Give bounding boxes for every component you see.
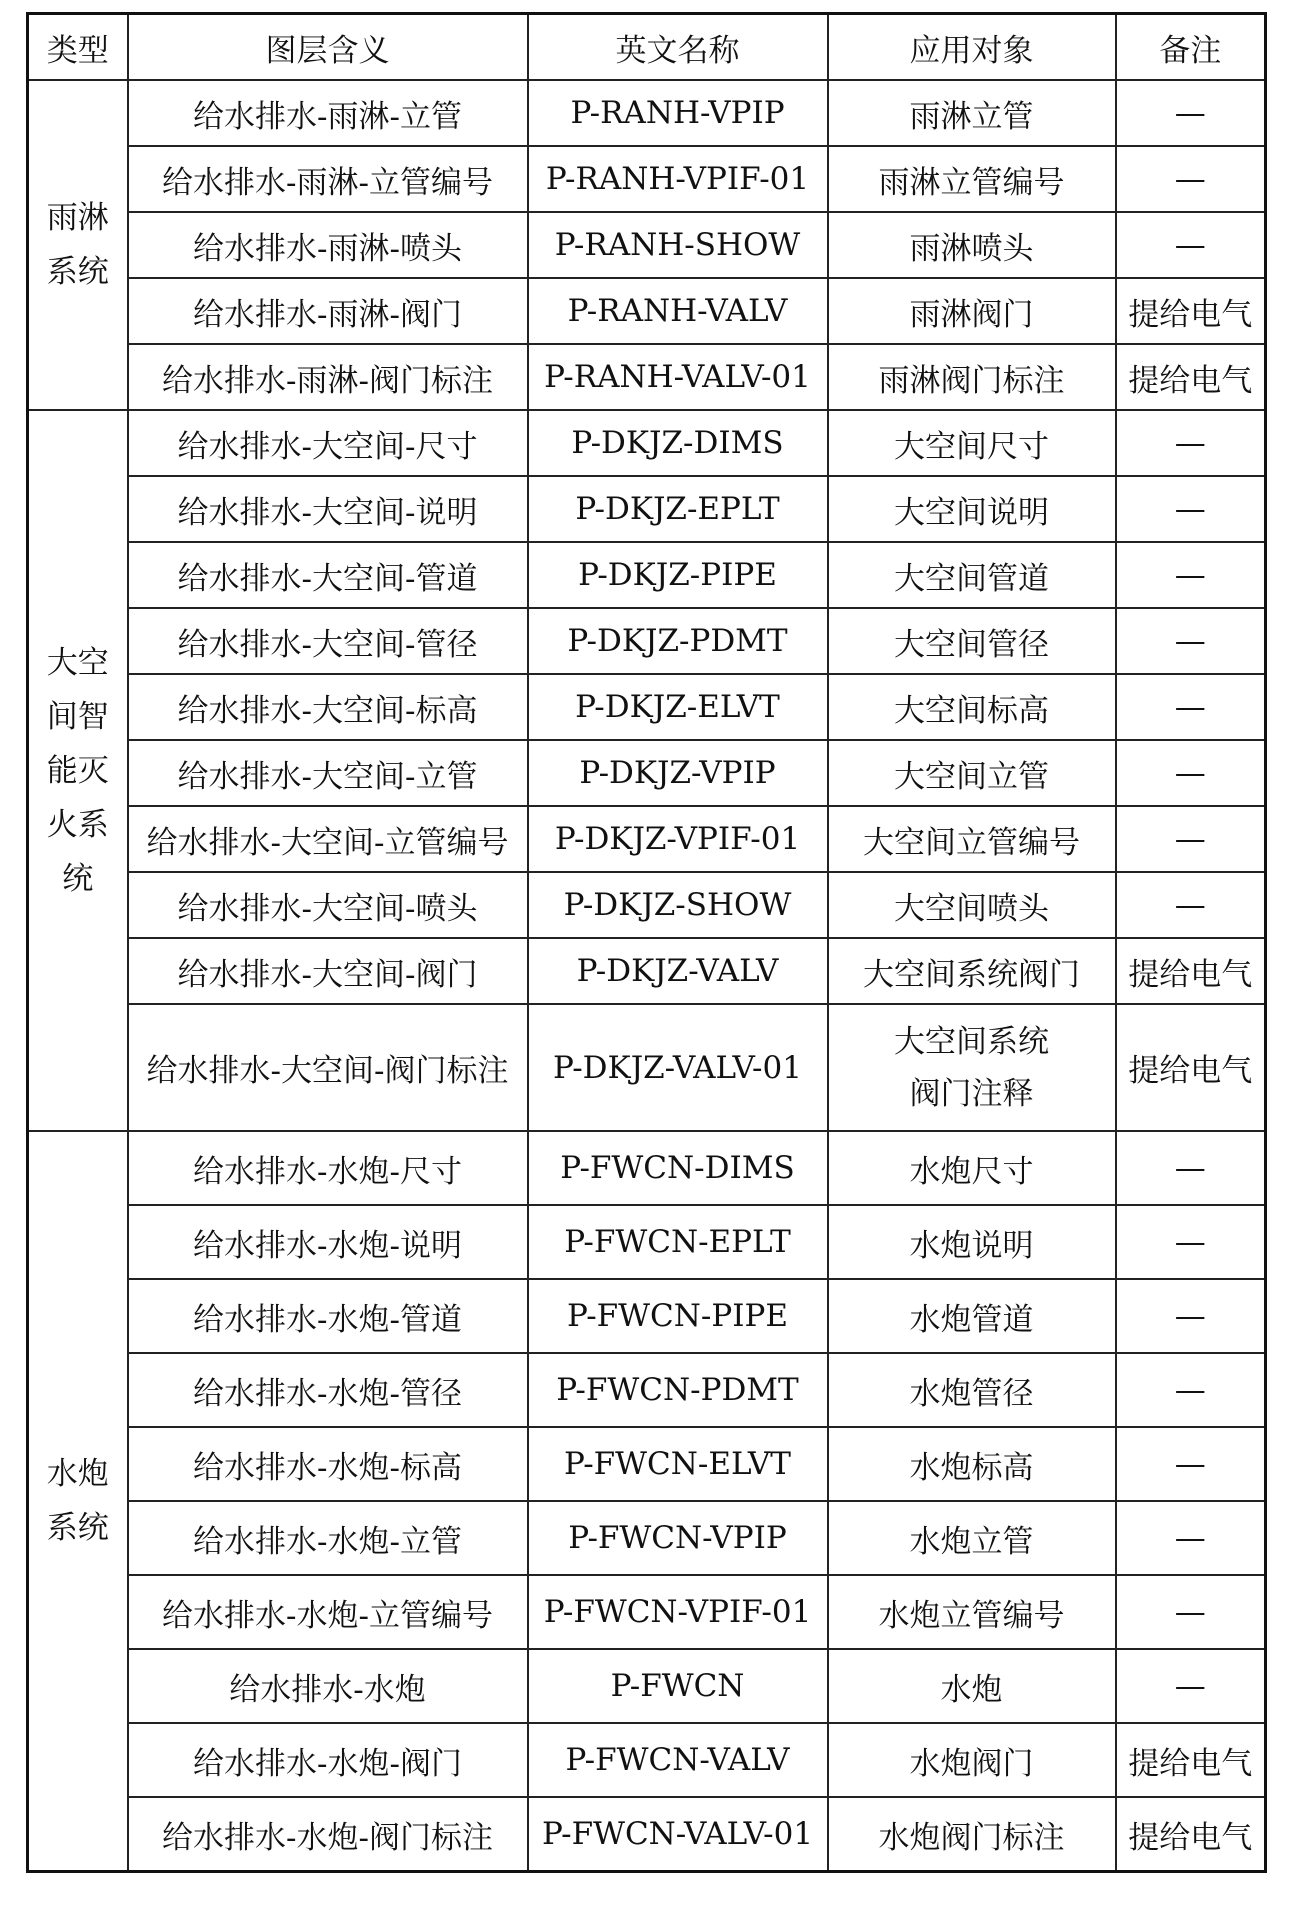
meaning-cell: 给水排水-水炮-标高 [128,1427,528,1501]
note-cell: — [1116,1649,1266,1723]
type-cell-large-space [28,410,128,1131]
object-cell: 大空间管径 [828,608,1116,674]
english-cell: P-DKJZ-PIPE [528,542,828,608]
table-row [28,1501,1266,1575]
english-cell: P-FWCN [528,1649,828,1723]
type-line: 系统 [46,1510,109,1546]
object-cell: 大空间说明 [828,476,1116,542]
object-cell: 水炮管径 [828,1353,1116,1427]
type-line: 水炮 [46,1456,109,1492]
table-row [28,410,1266,476]
note-cell: — [1116,1427,1266,1501]
english-cell: P-DKJZ-VPIP [528,740,828,806]
meaning-cell: 给水排水-大空间-尺寸 [128,410,528,476]
meaning-cell: 给水排水-雨淋-立管编号 [128,146,528,212]
english-cell: P-FWCN-VALV [528,1723,828,1797]
english-cell: P-RANH-VALV [528,278,828,344]
english-cell: P-DKJZ-VALV-01 [528,1004,828,1131]
note-cell: — [1116,674,1266,740]
meaning-cell: 给水排水-水炮-尺寸 [128,1131,528,1205]
note-cell: 提给电气 [1116,938,1266,1004]
table-row [28,872,1266,938]
note-cell: — [1116,542,1266,608]
note-cell: — [1116,1575,1266,1649]
type-line: 统 [62,860,94,897]
note-cell: — [1116,1131,1266,1205]
english-cell: P-DKJZ-ELVT [528,674,828,740]
object-cell: 水炮标高 [828,1427,1116,1501]
note-cell: — [1116,146,1266,212]
type-line: 能灭 [46,752,109,789]
table-row [28,1279,1266,1353]
object-cell: 水炮立管 [828,1501,1116,1575]
english-cell: P-DKJZ-VALV [528,938,828,1004]
object-cell: 雨淋立管编号 [828,146,1116,212]
object-cell: 大空间尺寸 [828,410,1116,476]
object-cell: 大空间管道 [828,542,1116,608]
english-cell: P-RANH-SHOW [528,212,828,278]
header-object: 应用对象 [828,14,1116,81]
object-line: 大空间系统 [894,1023,1049,1060]
object-cell: 水炮立管编号 [828,1575,1116,1649]
english-cell: P-RANH-VALV-01 [528,344,828,410]
object-cell: 水炮阀门 [828,1723,1116,1797]
note-cell: — [1116,410,1266,476]
english-cell: P-RANH-VPIP [528,80,828,146]
header-meaning: 图层含义 [128,14,528,81]
type-line: 雨淋 [46,200,109,236]
table-row [28,1723,1266,1797]
meaning-cell: 给水排水-大空间-立管编号 [128,806,528,872]
table-row [28,1131,1266,1205]
table-row [28,1575,1266,1649]
note-cell: — [1116,1353,1266,1427]
table-row [28,212,1266,278]
english-cell: P-FWCN-VALV-01 [528,1797,828,1872]
note-cell: — [1116,1205,1266,1279]
english-cell: P-FWCN-EPLT [528,1205,828,1279]
header-english: 英文名称 [528,14,828,81]
table-row [28,278,1266,344]
object-cell: 雨淋阀门 [828,278,1116,344]
english-cell: P-FWCN-VPIF-01 [528,1575,828,1649]
meaning-cell: 给水排水-水炮-阀门 [128,1723,528,1797]
layer-table [26,12,1267,1873]
table-row [28,146,1266,212]
header-note: 备注 [1116,14,1266,81]
object-cell: 雨淋喷头 [828,212,1116,278]
table-row [28,344,1266,410]
english-cell: P-DKJZ-VPIF-01 [528,806,828,872]
meaning-cell: 给水排水-雨淋-阀门标注 [128,344,528,410]
meaning-cell: 给水排水-大空间-喷头 [128,872,528,938]
object-cell: 大空间立管编号 [828,806,1116,872]
object-cell: 雨淋立管 [828,80,1116,146]
note-cell: — [1116,608,1266,674]
table-row [28,806,1266,872]
note-cell: — [1116,806,1266,872]
meaning-cell: 给水排水-大空间-阀门 [128,938,528,1004]
english-cell: P-DKJZ-SHOW [528,872,828,938]
english-cell: P-DKJZ-DIMS [528,410,828,476]
object-cell: 大空间标高 [828,674,1116,740]
object-cell: 水炮说明 [828,1205,1116,1279]
meaning-cell: 给水排水-大空间-标高 [128,674,528,740]
table-row [28,1427,1266,1501]
object-cell: 大空间系统阀门 [828,938,1116,1004]
table-row [28,542,1266,608]
meaning-cell: 给水排水-雨淋-喷头 [128,212,528,278]
note-cell: 提给电气 [1116,1797,1266,1872]
english-cell: P-DKJZ-PDMT [528,608,828,674]
table-row [28,674,1266,740]
english-cell: P-FWCN-PDMT [528,1353,828,1427]
english-cell: P-FWCN-DIMS [528,1131,828,1205]
type-line: 间智 [46,698,109,735]
note-cell: — [1116,1279,1266,1353]
english-cell: P-FWCN-PIPE [528,1279,828,1353]
note-cell: 提给电气 [1116,1004,1266,1131]
object-cell: 水炮尺寸 [828,1131,1116,1205]
meaning-cell: 给水排水-水炮-管径 [128,1353,528,1427]
meaning-cell: 给水排水-雨淋-立管 [128,80,528,146]
object-line: 阀门注释 [909,1075,1034,1112]
object-cell: 雨淋阀门标注 [828,344,1116,410]
type-line: 系统 [46,254,109,290]
meaning-cell: 给水排水-水炮-管道 [128,1279,528,1353]
header-row [28,14,1266,81]
english-cell: P-DKJZ-EPLT [528,476,828,542]
note-cell: — [1116,872,1266,938]
table-row [28,1205,1266,1279]
table-row [28,608,1266,674]
object-cell: 大空间喷头 [828,872,1116,938]
object-cell: 水炮管道 [828,1279,1116,1353]
note-cell: 提给电气 [1116,344,1266,410]
note-cell: 提给电气 [1116,1723,1266,1797]
type-cell-rain [28,80,128,410]
meaning-cell: 给水排水-大空间-说明 [128,476,528,542]
meaning-cell: 给水排水-水炮-阀门标注 [128,1797,528,1872]
meaning-cell: 给水排水-大空间-阀门标注 [128,1004,528,1131]
object-cell: 水炮 [828,1649,1116,1723]
note-cell: — [1116,740,1266,806]
table-row [28,80,1266,146]
table-row [28,1004,1266,1131]
meaning-cell: 给水排水-水炮 [128,1649,528,1723]
table-row [28,476,1266,542]
note-cell: — [1116,212,1266,278]
table-row [28,1797,1266,1872]
note-cell: — [1116,80,1266,146]
object-cell: 水炮阀门标注 [828,1797,1116,1872]
note-cell: 提给电气 [1116,278,1266,344]
meaning-cell: 给水排水-大空间-立管 [128,740,528,806]
meaning-cell: 给水排水-水炮-立管 [128,1501,528,1575]
meaning-cell: 给水排水-水炮-立管编号 [128,1575,528,1649]
note-cell: — [1116,1501,1266,1575]
header-type: 类型 [28,14,128,81]
english-cell: P-FWCN-ELVT [528,1427,828,1501]
table-row [28,1353,1266,1427]
note-cell: — [1116,476,1266,542]
object-cell: 大空间立管 [828,740,1116,806]
object-cell [828,1004,1116,1131]
table-row [28,1649,1266,1723]
table-row [28,740,1266,806]
meaning-cell: 给水排水-大空间-管道 [128,542,528,608]
table-row [28,938,1266,1004]
english-cell: P-FWCN-VPIP [528,1501,828,1575]
type-cell-water-cannon [28,1131,128,1872]
type-line: 火系 [46,806,109,843]
meaning-cell: 给水排水-水炮-说明 [128,1205,528,1279]
type-line: 大空 [46,644,109,681]
meaning-cell: 给水排水-雨淋-阀门 [128,278,528,344]
english-cell: P-RANH-VPIF-01 [528,146,828,212]
meaning-cell: 给水排水-大空间-管径 [128,608,528,674]
